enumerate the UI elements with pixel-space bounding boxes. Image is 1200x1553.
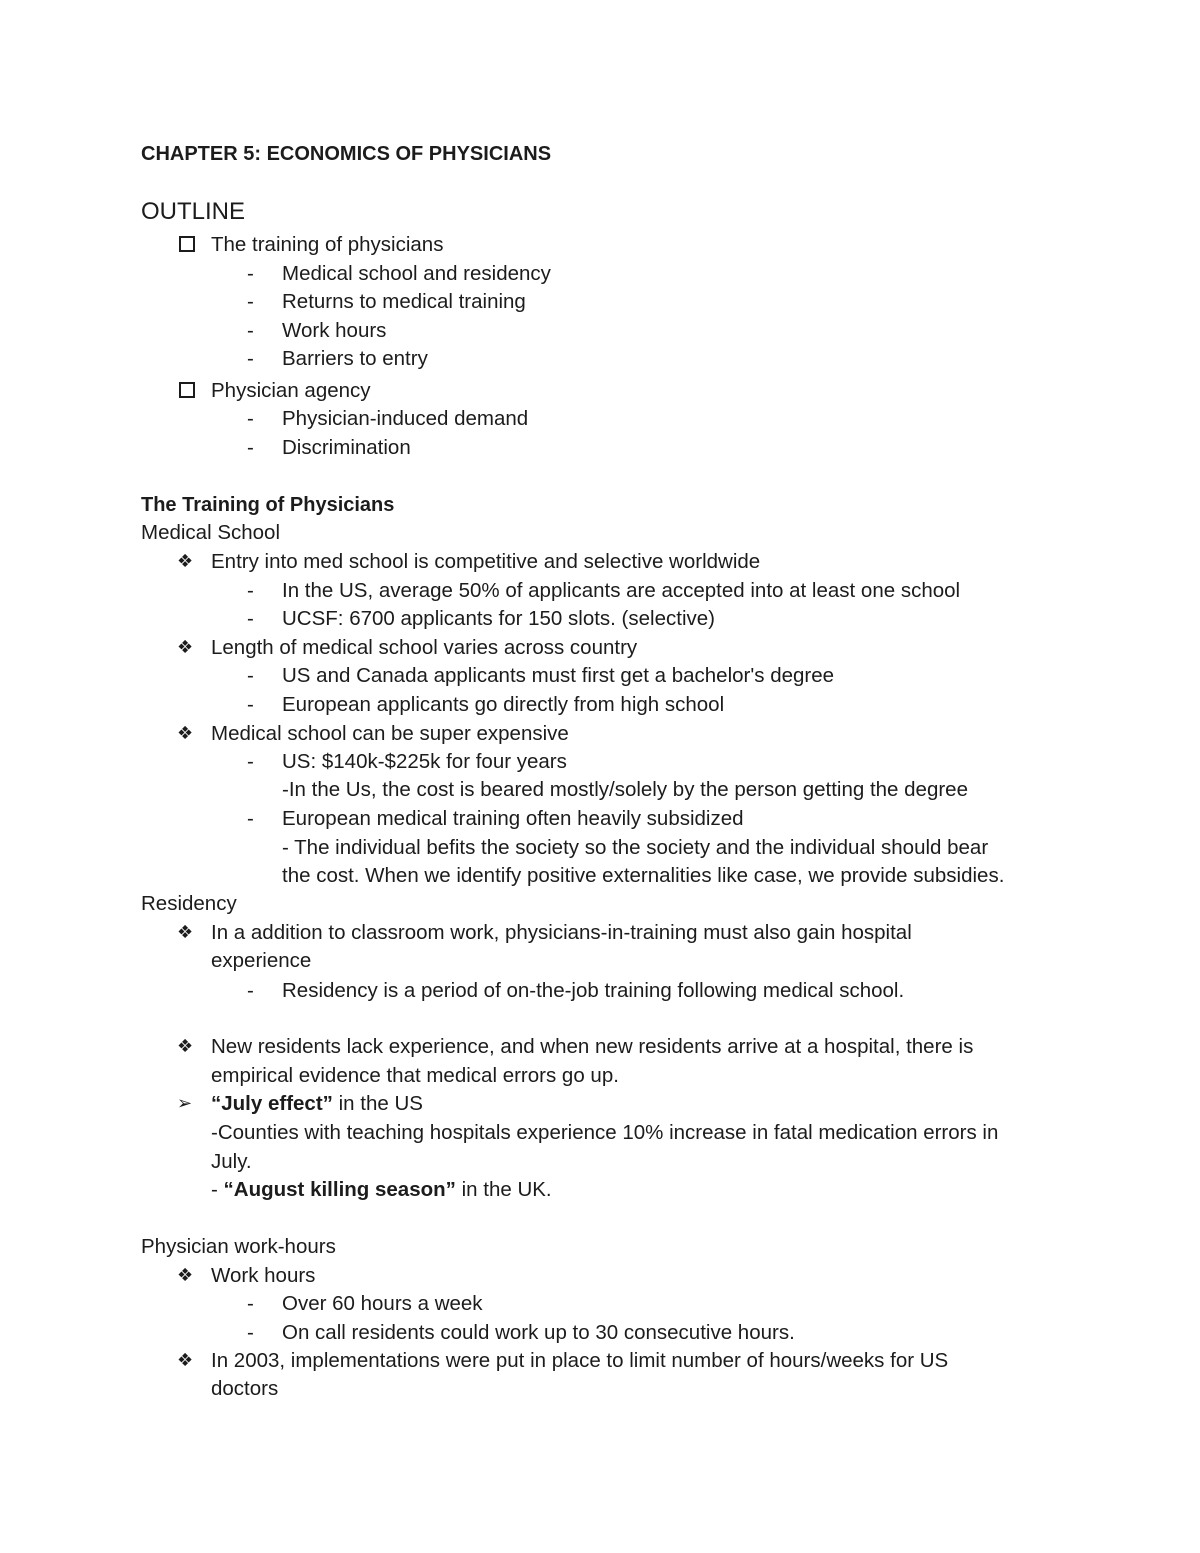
diamond-bullet-icon: ❖ — [177, 1265, 194, 1286]
subsection-heading: Residency — [141, 892, 237, 915]
diamond-bullet-icon: ❖ — [177, 1350, 194, 1371]
arrow-bullet-icon: ➢ — [177, 1093, 193, 1114]
dash-bullet: - — [247, 693, 254, 716]
sub-bullet-text: Residency is a period of on-the-job training following medical school. — [282, 979, 905, 1002]
outline-subitem: Returns to medical training — [282, 290, 526, 313]
dash-bullet: - — [247, 290, 254, 313]
dash-bullet: - — [247, 1321, 254, 1344]
bullet-text: Entry into med school is competitive and selective worldwide — [211, 550, 761, 573]
sub-bullet-text: European medical training often heavily subsidized — [282, 807, 744, 830]
bullet-text: Work hours — [211, 1264, 316, 1287]
outline-heading: OUTLINE — [141, 198, 246, 225]
sub-bullet-text: European applicants go directly from high school — [282, 693, 725, 716]
bullet-text: Length of medical school varies across country — [211, 636, 638, 659]
note-rest: in the UK. — [455, 1178, 552, 1201]
sub-bullet-text: Over 60 hours a week — [282, 1292, 483, 1315]
note-text — [211, 1177, 552, 1203]
outline-item: Physician agency — [211, 379, 371, 402]
note-text: -In the Us, the cost is beared mostly/solely by the person getting the degree — [282, 778, 968, 801]
bullet-text: experience — [211, 949, 312, 972]
dash-bullet: - — [247, 807, 254, 830]
note-text: the cost. When we identify positive externalities like case, we provide subsidies. — [282, 864, 1005, 887]
outline-subitem: Physician-induced demand — [282, 407, 529, 430]
sub-bullet-text: US: $140k-$225k for four years — [282, 750, 567, 773]
bullet-text: Medical school can be super expensive — [211, 722, 569, 745]
outline-subitem: Discrimination — [282, 436, 411, 459]
bullet-text: In 2003, implementations were put in place to limit number of hours/weeks for US — [211, 1349, 949, 1372]
bullet-text: In a addition to classroom work, physicians-in-training must also gain hospital — [211, 921, 912, 944]
note-text: - The individual befits the society so the society and the individual should bear — [282, 836, 989, 859]
bullet-text: doctors — [211, 1377, 279, 1400]
outline-subitem: Medical school and residency — [282, 262, 551, 285]
outline-item: The training of physicians — [211, 233, 444, 256]
dash-bullet: - — [247, 579, 254, 602]
sub-bullet-text: On call residents could work up to 30 consecutive hours. — [282, 1321, 795, 1344]
section-heading: The Training of Physicians — [141, 494, 395, 516]
sub-bullet-text: UCSF: 6700 applicants for 150 slots. (selective) — [282, 607, 715, 630]
sub-bullet-text: US and Canada applicants must first get a bachelor's degree — [282, 664, 835, 687]
bullet-text: empirical evidence that medical errors go up. — [211, 1064, 619, 1087]
diamond-bullet-icon: ❖ — [177, 1036, 194, 1057]
note-prefix: - — [211, 1178, 224, 1201]
dash-bullet: - — [247, 607, 254, 630]
diamond-bullet-icon: ❖ — [177, 637, 194, 658]
subsection-heading: Physician work-hours — [141, 1235, 336, 1258]
dash-bullet: - — [247, 750, 254, 773]
outline-subitem: Work hours — [282, 319, 387, 342]
bullet-text — [211, 1091, 423, 1117]
july-effect-term: “July effect” — [211, 1092, 333, 1115]
dash-bullet: - — [247, 407, 254, 430]
dash-bullet: - — [247, 664, 254, 687]
diamond-bullet-icon: ❖ — [177, 723, 194, 744]
dash-bullet: - — [247, 436, 254, 459]
dash-bullet: - — [247, 319, 254, 342]
page-title: CHAPTER 5: ECONOMICS OF PHYSICIANS — [141, 143, 552, 165]
diamond-bullet-icon: ❖ — [177, 922, 194, 943]
diamond-bullet-icon: ❖ — [177, 551, 194, 572]
note-text: -Counties with teaching hospitals experience 10% increase in fatal medication errors in — [211, 1121, 999, 1144]
august-killing-season-term: “August killing season” — [223, 1178, 456, 1201]
dash-bullet: - — [247, 262, 254, 285]
checkbox-icon — [179, 236, 195, 252]
sub-bullet-text: In the US, average 50% of applicants are accepted into at least one school — [282, 579, 961, 602]
dash-bullet: - — [247, 1292, 254, 1315]
note-text: July. — [211, 1150, 252, 1173]
bullet-text: New residents lack experience, and when new residents arrive at a hospital, there is — [211, 1035, 974, 1058]
dash-bullet: - — [247, 347, 254, 370]
outline-subitem: Barriers to entry — [282, 347, 428, 370]
subsection-heading: Medical School — [141, 521, 281, 544]
bullet-text-rest: in the US — [332, 1092, 423, 1115]
dash-bullet: - — [247, 979, 254, 1002]
checkbox-icon — [179, 382, 195, 398]
